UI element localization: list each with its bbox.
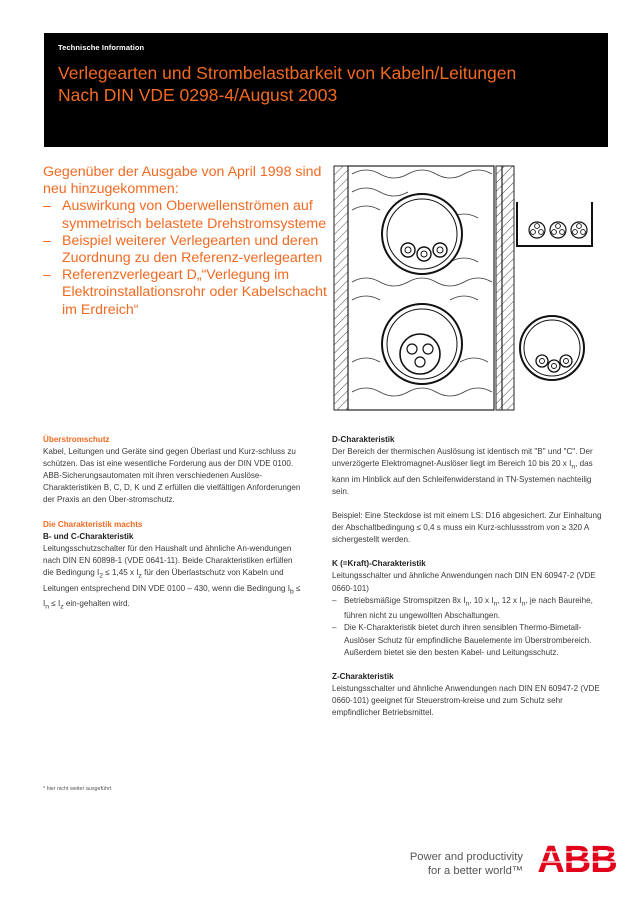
k-list (332, 595, 608, 659)
characteristic-heading: Die Charakteristik machts (43, 519, 143, 529)
svg-text:ABB: ABB (537, 839, 617, 878)
abb-logo (535, 838, 619, 878)
conduit-top (382, 194, 462, 274)
page-title (58, 62, 598, 106)
intro-item: – Beispiel weiterer Verlegearten und deren Zuordnung zu den Referenz-verlegearten (43, 233, 328, 267)
footnote: * hier nicht weiter ausgeführt (43, 786, 112, 792)
wall-hatch (334, 166, 348, 410)
intro-list (43, 198, 328, 318)
wall-hatch-right (496, 166, 514, 410)
overcurrent-text: Kabel, Leitungen und Geräte sind gegen Überlast und Kurz-schluss zu schützen. Das ist eine wesentliche Forderung aus der DIN VDE 0100. ABB-Sicherungsautomaten mit ihren verschiedenen Auslöse-Charakteristiken B, C, D, K und Z erfüllen die vielfältigen Anforderungen der Praxis an den Über-stromschutz. (43, 447, 301, 505)
title-line-1: Verlegearten und Strombelastbarkeit von Kabeln/Leitungen (58, 63, 517, 83)
tagline-line-2: for a better world™ (427, 865, 523, 877)
overcurrent-heading: Überstromschutz (43, 435, 110, 444)
d-example: Beispiel: Eine Steckdose ist mit einem LS: D16 abgesichert. Zur Einhaltung der Abschaltbedingung ≤ 0,4 s muss ein Kurz-schlussstrom von ≥ 320 A sichergestellt werden. (332, 511, 602, 545)
right-column (332, 434, 608, 719)
cable-installation-illustration (330, 162, 620, 414)
tagline-line-1: Power and productivity (409, 851, 523, 863)
d-heading: D-Charakteristik (332, 435, 395, 444)
left-column (43, 434, 305, 614)
k-list-item: – Die K-Charakteristik bietet durch ihren sensiblen Thermo-Bimetall-Auslöser Schutz für empfindliche Bauelemente im Überstrombereich. Außerdem bietet sie den besten Kabel- und Leitungsschutz. (332, 622, 608, 658)
intro-lead: Gegenüber der Ausgabe von April 1998 sind neu hinzugekommen: (43, 164, 322, 198)
z-heading: Z-Charakteristik (332, 671, 394, 681)
z-text: Leistungsschalter und ähnliche Anwendungen nach DIN EN 60947-2 (VDE 0660-101) geeignet für Steuerstrom-kreise und zum Schutz sehr empfindlicher Betriebsmittel. (332, 683, 600, 717)
intro-block (43, 164, 328, 319)
k-text: Leitungsschalter und ähnliche Anwendungen nach DIN EN 60947-2 (VDE 0660-101) (332, 571, 596, 593)
title-line-2: Nach DIN VDE 0298-4/August 2003 (58, 85, 338, 105)
bc-heading: B- und C-Charakteristik (43, 531, 134, 541)
k-list-item: – Betriebsmäßige Stromspitzen 8x $I_n$, 10 x $I_n$, 12 x $I_n$, je nach Baureihe, führen nicht zu ungewollten Abschaltungen. (332, 595, 608, 623)
bc-text: Leitungsschutzschalter für den Haushalt und ähnliche An-wendungen nach DIN EN 60898-1 (VDE 0641-11). Beide Charakteristiken erfüllen die Bedingung $I_2 \le 1,45$ x $I_z$ für den Überlastschutz von Kabeln und Leitungen entsprechend DIN VDE 0100 – 430, wenn die Bedingung $I_b \le I_n \le I_z$ ein-gehalten wird. (43, 543, 301, 611)
footer-tagline (395, 850, 523, 878)
intro-item: – Auswirkung von Oberwellenströmen auf symmetrisch belastete Drehstromsysteme (43, 198, 328, 232)
conduit-right (520, 316, 584, 380)
conduit-bottom (382, 304, 462, 384)
k-heading: K (=Kraft)-Charakteristik (332, 559, 426, 569)
header-banner (44, 33, 608, 147)
intro-item: – Referenzverlegeart D„“Verlegung im Elektroinstallationsrohr oder Kabelschacht im Erdreich“ (43, 267, 328, 319)
d-text: Der Bereich der thermischen Auslösung ist identisch mit "B" und "C". Der unverzögerte Elektromagnet-Auslöser liegt im Bereich 10 bis 20 x $I_n$, das kann im Hinblick auf den Schleifenwiderstand in TN-Systemen nachteilig sein. (332, 447, 593, 496)
cable-duct (517, 202, 592, 246)
header-kicker: Technische Information (58, 43, 145, 52)
